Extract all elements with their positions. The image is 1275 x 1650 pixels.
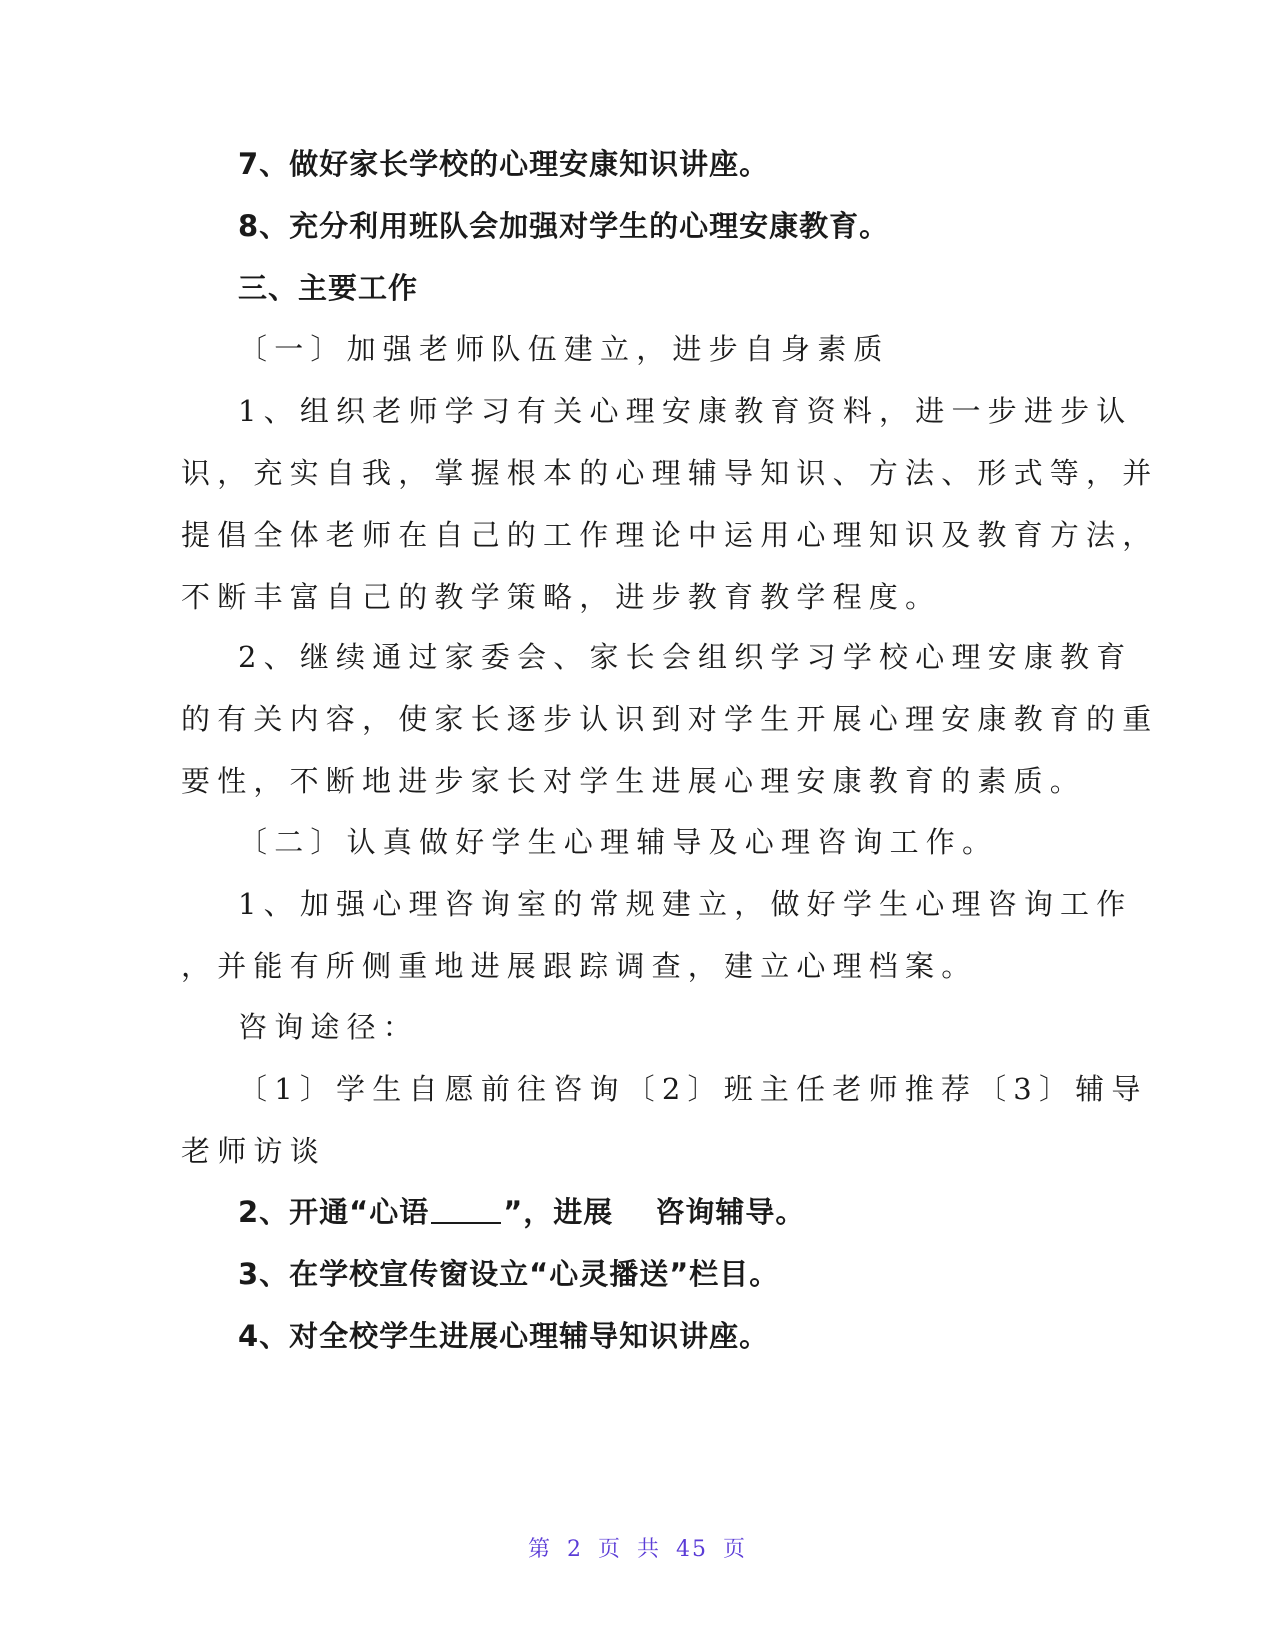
paragraph-line: 1、加强心理咨询室的常规建立，做好学生心理咨询工作 (238, 887, 1133, 921)
paragraph-line: 老师访谈 (181, 1134, 326, 1168)
paragraph-line: 要性，不断地进步家长对学生进展心理安康教育的素质。 (181, 764, 1087, 798)
hotline-tail: 咨询辅导。 (655, 1195, 806, 1229)
fill-blank (431, 1196, 501, 1224)
paragraph-line: 识，充实自我，掌握根本的心理辅导知识、方法、形式等，并 (181, 456, 1159, 490)
subsection-heading-1: 〔一〕加强老师队伍建立，进步自身素质 (238, 332, 890, 366)
paragraph-line: ，并能有所侧重地进展跟踪调查，建立心理档案。 (181, 949, 978, 983)
footer-label: 页 (723, 1537, 748, 1562)
paragraph-line: 不断丰富自己的教学策略，进步教育教学程度。 (181, 580, 942, 614)
paragraph-line: 〔1〕学生自愿前往咨询〔2〕班主任老师推荐〔3〕辅导 (238, 1072, 1148, 1106)
paragraph-item-3: 3、在学校宣传窗设立“心灵播送”栏目。 (238, 1257, 780, 1291)
paragraph-line: 的有关内容，使家长逐步认识到对学生开展心理安康教育的重 (181, 702, 1159, 736)
subsection-heading-2: 〔二〕认真做好学生心理辅导及心理咨询工作。 (238, 825, 999, 859)
paragraph-line: 1、组织老师学习有关心理安康教育资料，进一步进步认 (238, 394, 1133, 428)
section-heading-main-work: 三、主要工作 (238, 271, 419, 305)
footer-label: 第 (527, 1537, 552, 1562)
current-page-number: 2 (566, 1537, 583, 1562)
paragraph-item-4: 4、对全校学生进展心理辅导知识讲座。 (238, 1319, 770, 1353)
paragraph-item-2-hotline (238, 1192, 805, 1232)
footer-label: 页 (597, 1537, 622, 1562)
paragraph-line: 提倡全体老师在自己的工作理论中运用心理知识及教育方法， (181, 518, 1159, 552)
hotline-suffix: ”，进展 (503, 1195, 614, 1229)
footer-label: 共 (637, 1537, 662, 1562)
paragraph-item-7: 7、做好家长学校的心理安康知识讲座。 (238, 147, 770, 181)
paragraph-line: 咨询途径： (238, 1010, 420, 1044)
paragraph-line: 2、继续通过家委会、家长会组织学习学校心理安康教育 (238, 640, 1133, 674)
page-footer (0, 1532, 1275, 1563)
total-pages-number: 45 (676, 1537, 709, 1562)
paragraph-item-8: 8、充分利用班队会加强对学生的心理安康教育。 (238, 209, 890, 243)
hotline-prefix: 2、开通“心语 (238, 1195, 430, 1229)
